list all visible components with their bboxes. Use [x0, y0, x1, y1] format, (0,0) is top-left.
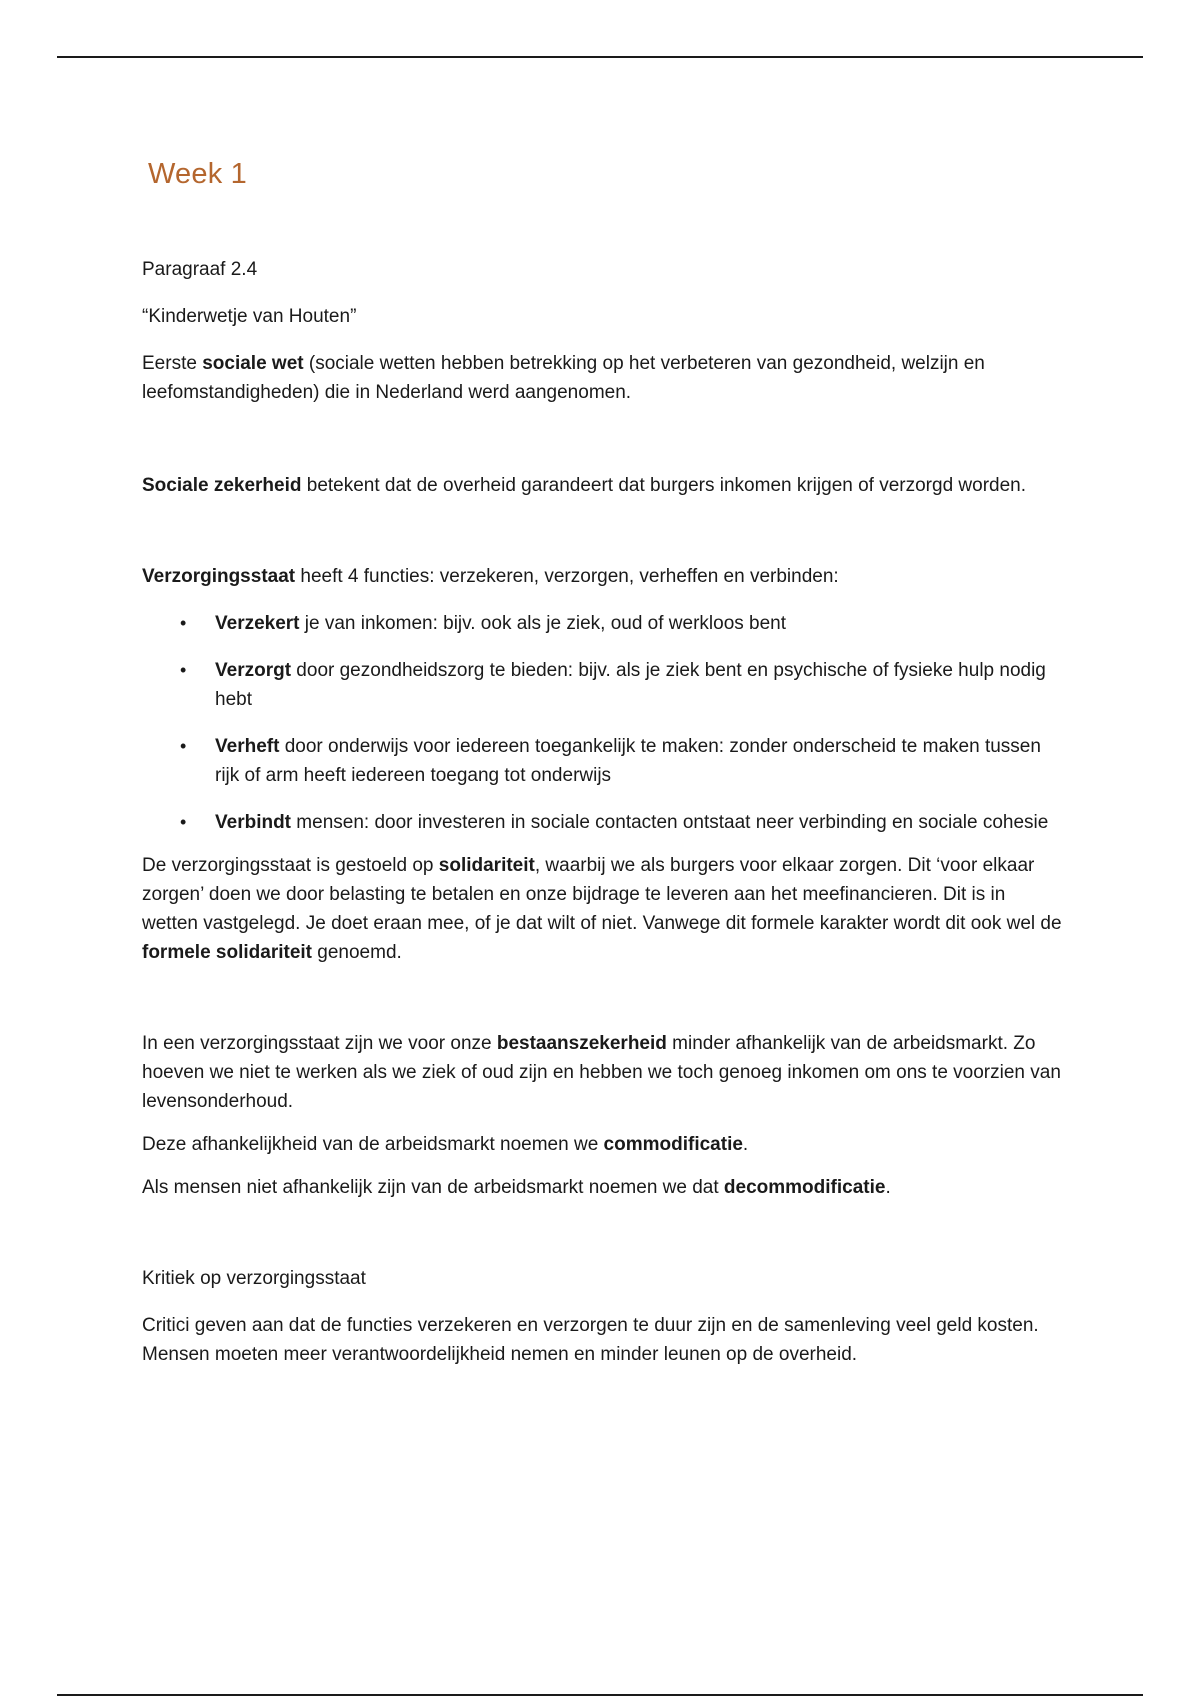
term-bestaanszekerheid: bestaanszekerheid: [496, 1033, 667, 1054]
text-run: minder afhankelijk van de arbeidsmarkt. Zo hoeven we niet te werken als we ziek of oud zijn en hebben we toch genoeg inkomen om ons te voorzien van levensonderhoud.: [142, 1033, 1061, 1112]
text-run: , waarbij we als burgers voor elkaar zorgen. Dit ‘voor elkaar zorgen’ doen we door belasting te betalen en onze bijdrage te leveren aan het meefinancieren. Dit is in wetten vastgelegd. Je doet eraan mee, of je dat wilt of niet. Vanwege dit formele karakter wordt dit ook wel de: [142, 855, 1062, 934]
term-decommodificatie: decommodificatie: [723, 1177, 886, 1198]
text-run: (sociale wetten hebben betrekking op het verbeteren van gezondheid, welzijn en leefomstandigheden) die in Nederland werd aangenomen.: [142, 353, 985, 403]
text-run: heeft 4 functies: verzekeren, verzorgen, verheffen en verbinden:: [295, 566, 839, 587]
term-solidariteit: solidariteit: [438, 855, 535, 876]
text-run: In een verzorgingsstaat zijn we voor onze: [142, 1033, 497, 1054]
paragraph-solidarity: [142, 851, 1062, 967]
function-term: Verheft: [215, 736, 280, 757]
term-verzorgingsstaat: Verzorgingsstaat: [142, 566, 296, 587]
text-run: Als mensen niet afhankelijk zijn van de arbeidsmarkt noemen we dat: [142, 1177, 724, 1198]
list-item: [142, 732, 1062, 790]
function-text: je van inkomen: bijv. ook als je ziek, oud of werkloos bent: [299, 613, 787, 634]
function-text: mensen: door investeren in sociale contacten ontstaat neer verbinding en sociale cohesie: [291, 812, 1049, 833]
paragraph-livelihood: [142, 1029, 1062, 1116]
bullet-icon: •: [180, 812, 187, 832]
term-sociale-wet: sociale wet: [202, 353, 304, 374]
paragraph-commodification: [142, 1130, 1062, 1159]
text-run: betekent dat de overheid garandeert dat burgers inkomen krijgen of verzorgd worden.: [301, 475, 1027, 496]
document-body: [142, 255, 1062, 1369]
page-heading: Week 1: [148, 158, 247, 190]
function-term: Verbindt: [215, 812, 292, 833]
functions-list: [142, 609, 1062, 837]
function-text: door gezondheidszorg te bieden: bijv. als je ziek bent en psychische of fysieke hulp nodig hebt: [215, 660, 1046, 710]
text-run: Deze afhankelijkheid van de arbeidsmarkt noemen we: [142, 1134, 604, 1155]
function-text: door onderwijs voor iedereen toegankelijk te maken: zonder onderscheid te maken tussen rijk of arm heeft iedereen toegang tot onderwijs: [215, 736, 1041, 786]
critique-text: Critici geven aan dat de functies verzekeren en verzorgen te duur zijn en de samenleving veel geld kosten. Mensen moeten meer verantwoordelijkheid nemen en minder leunen op de overheid.: [142, 1315, 1039, 1365]
paragraph-welfare-state: [142, 562, 1062, 591]
paragraph-decommodification: [142, 1173, 1062, 1202]
bullet-icon: •: [180, 613, 187, 633]
list-item: [142, 808, 1062, 837]
function-term: Verzekert: [215, 613, 300, 634]
text-run: genoemd.: [312, 942, 402, 963]
section-label: Paragraaf 2.4: [142, 259, 258, 280]
text-run: De verzorgingsstaat is gestoeld op: [142, 855, 439, 876]
function-term: Verzorgt: [215, 660, 292, 681]
bullet-icon: •: [180, 736, 187, 756]
paragraph-social-security: [142, 471, 1062, 500]
text-run: .: [885, 1177, 891, 1198]
text-run: .: [742, 1134, 749, 1155]
list-item: [142, 656, 1062, 714]
term-sociale-zekerheid: Sociale zekerheid: [142, 475, 302, 496]
term-formele-solidariteit: formele solidariteit: [142, 942, 312, 963]
paragraph-social-law: [142, 349, 1062, 407]
list-item: [142, 609, 1062, 638]
text-run: Eerste: [142, 353, 203, 374]
law-title: “Kinderwetje van Houten”: [142, 306, 357, 327]
critique-title: Kritiek op verzorgingsstaat: [142, 1268, 366, 1289]
bullet-icon: •: [180, 660, 187, 680]
header-rule: [57, 56, 1143, 58]
footer-rule: [57, 1694, 1143, 1696]
term-commodificatie: commodificatie: [603, 1134, 743, 1155]
